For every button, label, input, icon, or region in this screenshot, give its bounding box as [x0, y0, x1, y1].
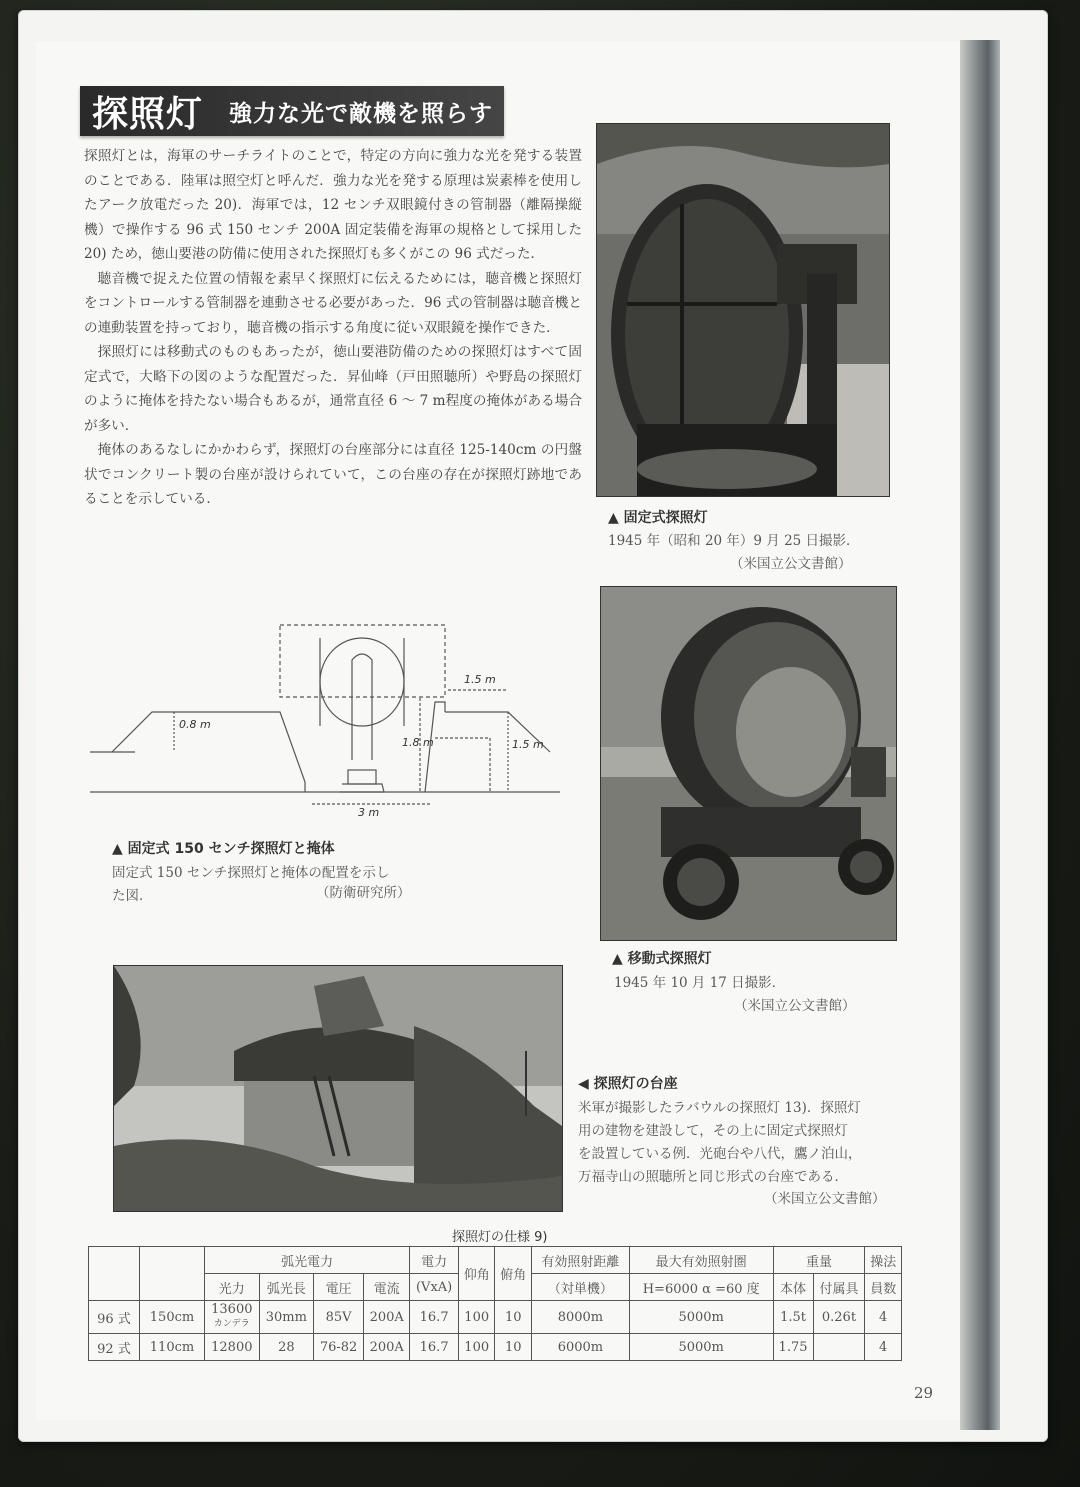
table-cell: 200A — [364, 1334, 410, 1361]
table-cell: 100 — [458, 1334, 495, 1361]
header-cell: 操法 — [865, 1247, 902, 1274]
photo-searchlight-base — [113, 965, 563, 1212]
label-top-width: 1.5 m — [464, 673, 496, 686]
table-cell: 110cm — [140, 1334, 205, 1361]
photo2-date: 1945 年 10 月 17 日撮影． — [614, 975, 786, 991]
photo3-text — [578, 1097, 908, 1189]
title-main: 探照灯 — [92, 92, 204, 135]
table-cell: 96 式 — [89, 1301, 140, 1334]
header-cell: 員数 — [865, 1274, 902, 1301]
photo3-source: （米国立公文書館） — [764, 1191, 886, 1207]
diagram-title: ▲ 固定式 150 センチ探照灯と掩体 — [112, 841, 335, 857]
table-cell: 76-82 — [314, 1334, 364, 1361]
paragraph-1: 探照灯とは，海軍のサーチライトのことで，特定の方向に強力な光を発する装置のことである．陸軍は照空灯と呼んだ．強力な光を発する原理は炭素棒を使用したアーク放電だった 20)．海軍では，12 センチ双眼鏡付きの管制器（離隔操縦機）で操作する 96 式 150 センチ 200A 固定装備を海軍の規格として採用した 20) ため，徳山要港の防備に使用された探照灯も多くがこの 96 式だった． — [84, 148, 582, 262]
table-cell: 12800 — [205, 1334, 260, 1361]
section-title — [80, 86, 504, 136]
table-cell: 10 — [495, 1334, 532, 1361]
table-cell: 16.7 — [410, 1301, 459, 1334]
table-cell: 1.75 — [773, 1334, 813, 1361]
paragraph-3: 探照灯には移動式のものもあったが，徳山要港防備のための探照灯はすべて固定式で，大略下の図のような配置だった．昇仙峰（戸田照聴所）や野島の探照灯のように掩体を持たない場合もあるが，通常直径 6 ～ 7 m程度の掩体がある場合が多い． — [84, 344, 582, 434]
table-cell: 30mm — [259, 1301, 313, 1334]
table-cell: 5000m — [629, 1301, 773, 1334]
table-cell — [205, 1301, 260, 1334]
photo2-source: （米国立公文書館） — [734, 998, 856, 1014]
table-cell: 150cm — [140, 1301, 205, 1334]
header-cell — [89, 1247, 140, 1301]
photo3-line1: 米軍が撮影したラバウルの探照灯 13)．探照灯 — [578, 1100, 861, 1116]
photo3-line2: 用の建物を建設して，その上に固定式探照灯 — [578, 1123, 848, 1139]
table-cell: 5000m — [629, 1334, 773, 1361]
page-number: 29 — [914, 1384, 934, 1402]
photo3-title: ◀ 探照灯の台座 — [578, 1076, 678, 1092]
photo3-line4: 万福寺山の照聴所と同じ形式の台座である． — [578, 1169, 848, 1185]
photo-fixed-searchlight — [596, 123, 890, 497]
paragraph-2: 聴音機で捉えた位置の情報を素早く探照灯に伝えるためには，聴音機と探照灯をコントロールする管制器を連動させる必要があった．96 式の管制器は聴音機との連動装置を持っており，聴音機の指示する角度に従い双眼鏡を操作できた． — [84, 270, 582, 336]
paragraph-4: 掩体のあるなしにかかわらず，探照灯の台座部分には直径 125-140cm の円盤状でコンクリート製の台座が設けられていて，この台座の存在が探照灯跡地であることを示している． — [84, 442, 582, 507]
header-cell: 仰角 — [458, 1247, 495, 1301]
diagram-line1: 固定式 150 センチ探照灯と掩体の配置を示し — [112, 865, 390, 881]
table-cell: 10 — [495, 1301, 532, 1334]
header-cell: 重量 — [773, 1247, 865, 1274]
header-cell: 電力 — [410, 1247, 459, 1274]
table-cell: 6000m — [532, 1334, 630, 1361]
header-cell: 光力 — [205, 1274, 260, 1301]
header-cell: 弧光電力 — [205, 1247, 410, 1274]
header-cell: 付属具 — [813, 1274, 865, 1301]
photo3-line3: を設置している例．光砲台や八代，鷹ノ泊山， — [578, 1146, 862, 1162]
header-cell: （対単機） — [532, 1274, 630, 1301]
table-cell: 4 — [865, 1334, 902, 1361]
header-cell — [140, 1247, 205, 1301]
label-base-width: 3 m — [358, 806, 380, 819]
table-cell: 16.7 — [410, 1334, 459, 1361]
diagram-line2: た図． — [112, 888, 153, 904]
table-cell: 0.26t — [813, 1301, 865, 1334]
table-caption: 探照灯の仕様 9) — [452, 1230, 548, 1245]
table-cell — [813, 1334, 865, 1361]
header-cell: 俯角 — [495, 1247, 532, 1301]
body-text — [84, 144, 582, 512]
label-mid-height: 1.8 m — [402, 736, 434, 749]
header-cell: 電流 — [364, 1274, 410, 1301]
header-cell: 最大有効照射圏 — [629, 1247, 773, 1274]
table-cell: 85V — [314, 1301, 364, 1334]
page-spine — [960, 40, 1000, 1430]
header-cell: 有効照射距離 — [532, 1247, 630, 1274]
table-header-row-1 — [89, 1247, 902, 1274]
table-cell: 1.5t — [773, 1301, 813, 1334]
photo1-source: （米国立公文書館） — [730, 556, 852, 572]
emplacement-diagram — [90, 620, 565, 825]
photo2-title: ▲ 移動式探照灯 — [612, 951, 712, 967]
label-left-height: 0.8 m — [179, 718, 211, 731]
header-cell: (VxA) — [410, 1274, 459, 1301]
table-cell: 100 — [458, 1301, 495, 1334]
table-cell: 4 — [865, 1301, 902, 1334]
table-row — [89, 1334, 902, 1361]
header-cell: 本体 — [773, 1274, 813, 1301]
luminosity-value: 13600 — [211, 1302, 253, 1317]
table-row — [89, 1301, 902, 1334]
luminosity-unit: カンデラ — [213, 1319, 250, 1329]
table-cell: 8000m — [532, 1301, 630, 1334]
table-cell: 92 式 — [89, 1334, 140, 1361]
photo-mobile-searchlight — [600, 586, 897, 941]
title-sub: 強力な光で敵機を照らす — [229, 99, 494, 127]
spec-table — [88, 1246, 902, 1361]
photo1-title: ▲ 固定式探照灯 — [608, 510, 708, 526]
header-cell: 弧光長 — [259, 1274, 313, 1301]
header-cell: H=6000 α =60 度 — [629, 1274, 773, 1301]
table-cell: 200A — [364, 1301, 410, 1334]
label-right-height: 1.5 m — [512, 738, 544, 751]
diagram-source: （防衛研究所） — [316, 885, 411, 901]
header-cell: 電圧 — [314, 1274, 364, 1301]
photo1-date: 1945 年（昭和 20 年）9 月 25 日撮影． — [608, 533, 860, 549]
table-cell: 28 — [259, 1334, 313, 1361]
